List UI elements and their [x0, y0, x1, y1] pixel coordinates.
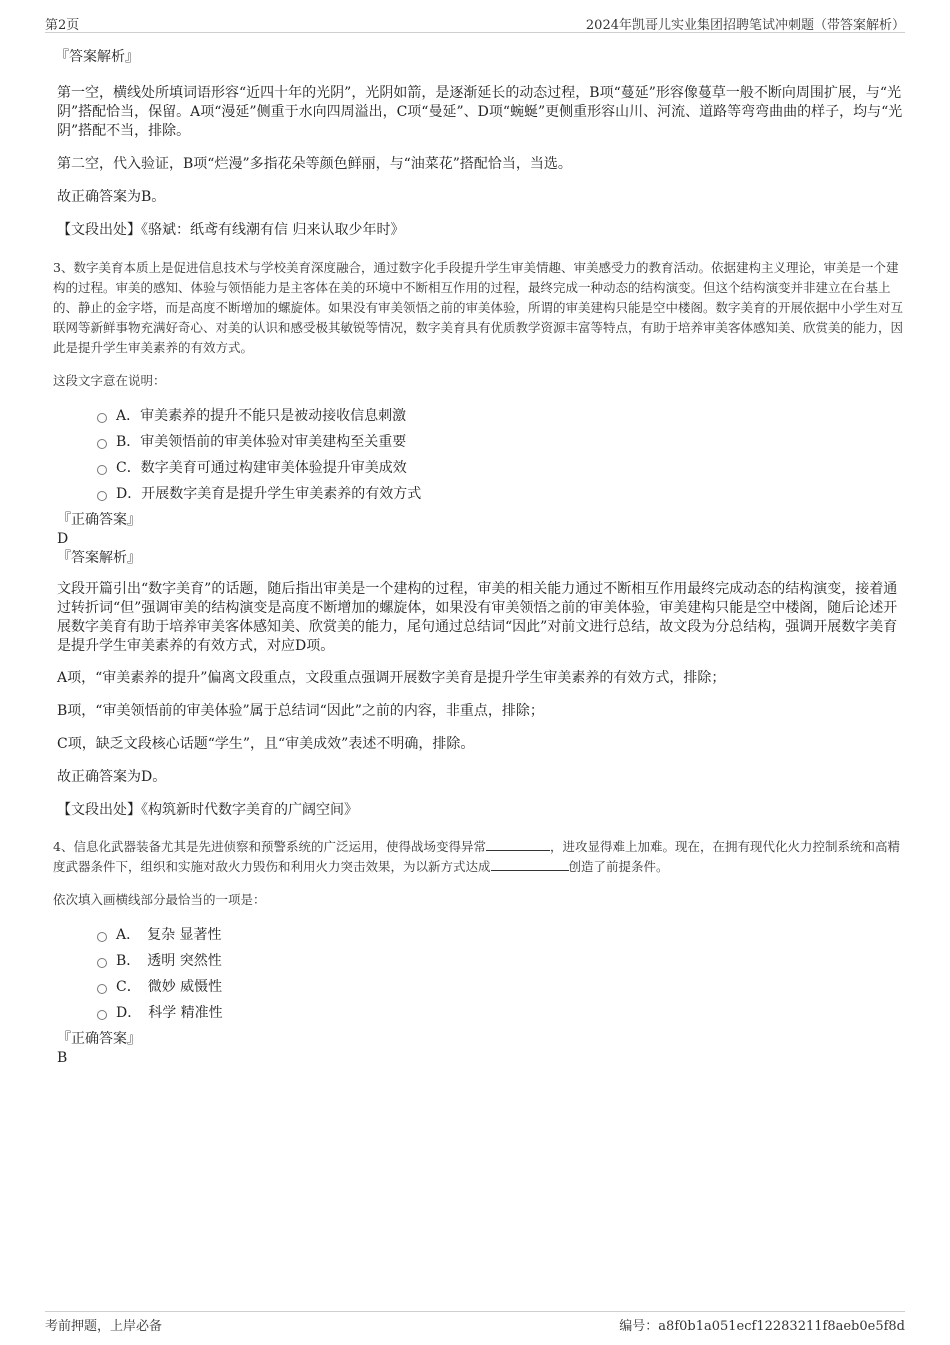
q2-analysis-para1: 第一空，横线处所填词语形容“近四十年的光阴”，光阴如箭，是逐渐延长的动态过程，B项“蔓延”形容像蔓草一般不断向周围扩展，与“光阴”搭配恰当，保留。A项“漫延”侧重于水向四周溢出，C项“曼延”、D项“蜿蜒”更侧重形容山川、河流、道路等弯弯曲曲的样子，均与“光阴”搭配不当，排除。 — [57, 85, 903, 139]
q4-stem-part1: 4、信息化武器装备尤其是先进侦察和预警系统的广泛运用，使得战场变得异常 — [53, 839, 486, 854]
q3-source: 【文段出处】《构筑新时代数字美育的广阔空间》 — [57, 802, 358, 818]
radio-icon[interactable] — [97, 958, 107, 968]
radio-icon[interactable] — [97, 465, 107, 475]
q3-analysis-para4: C项，缺乏文段核心话题“学生”，且“审美成效”表述不明确，排除。 — [57, 736, 475, 752]
q4-option-c[interactable] — [57, 974, 905, 1000]
radio-icon[interactable] — [97, 439, 107, 449]
q3-option-a[interactable] — [57, 403, 905, 429]
q2-conclusion: 故正确答案为B。 — [57, 189, 166, 205]
radio-icon[interactable] — [97, 491, 107, 501]
page-footer — [45, 1311, 905, 1334]
footer-slogan: 考前押题，上岸必备 — [45, 1319, 163, 1334]
q3-option-d[interactable] — [57, 481, 905, 507]
q3-options — [57, 403, 905, 507]
blank-2 — [491, 858, 569, 871]
option-label: C． 微妙 威慑性 — [116, 979, 223, 995]
radio-icon[interactable] — [97, 1010, 107, 1020]
q3-analysis-para1: 文段开篇引出“数字美育”的话题，随后指出审美是一个建构的过程，审美的相关能力通过不断相互作用最终完成动态的结构演变，接着通过转折词“但”强调审美的结构演变是高度不断增加的螺旋体，如果没有审美领悟之前的审美体验，审美建构只能是空中楼阁，随后论述开展数字美育有助于培养审美客体感知美、欣赏美的能力，尾句通过总结词“因此”对前文进行总结，故文段为分总结构，强调开展数字美育是提升学生审美素养的有效方式，对应D项。 — [57, 581, 898, 654]
option-label: C．数字美育可通过构建审美体验提升审美成效 — [116, 460, 407, 476]
q4-stem — [53, 837, 905, 877]
document-id: 编号：a8f0b1a051ecf12283211f8aeb0e5f8d — [619, 1319, 905, 1334]
q3-answer: D — [57, 531, 69, 547]
q3-prompt: 这段文字意在说明： — [53, 373, 166, 388]
q3-option-b[interactable] — [57, 429, 905, 455]
q3-conclusion: 故正确答案为D。 — [57, 769, 167, 785]
q3-answer-label: 『正确答案』 — [57, 512, 141, 528]
option-label: B．审美领悟前的审美体验对审美建构至关重要 — [116, 434, 407, 450]
option-label: D．开展数字美育是提升学生审美素养的有效方式 — [116, 486, 422, 502]
option-label: D． 科学 精准性 — [116, 1005, 223, 1021]
option-label: A． 复杂 显著性 — [116, 927, 222, 943]
q4-option-b[interactable] — [57, 948, 905, 974]
q3-analysis-para2: A项，“审美素养的提升”偏离文段重点，文段重点强调开展数字美育是提升学生审美素养的有效方式，排除； — [57, 670, 726, 686]
page-number: 第2页 — [45, 18, 80, 33]
q4-option-d[interactable] — [57, 1000, 905, 1026]
q4-prompt: 依次填入画横线部分最恰当的一项是： — [53, 892, 266, 907]
q3-stem: 3、数字美育本质上是促进信息技术与学校美育深度融合，通过数字化手段提升学生审美情趣、审美感受力的教育活动。依据建构主义理论，审美是一个建构的过程。审美的感知、体验与领悟能力是主客体在美的环境中不断相互作用的过程，最终完成一种动态的结构演变。但这个结构演变并非建立在台基上的、静止的金字塔，而是高度不断增加的螺旋体。如果没有审美领悟之前的审美体验，所谓的审美建构只能是空中楼阁。数字美育的开展依据中小学生对互联网等新鲜事物充满好奇心、对美的认识和感受极其敏锐等情况，数字美育具有优质教学资源丰富等特点，有助于培养审美客体感知美、欣赏美的能力，因此是提升学生审美素养的有效方式。 — [53, 260, 904, 355]
radio-icon[interactable] — [97, 932, 107, 942]
radio-icon[interactable] — [97, 413, 107, 423]
q3-analysis-label: 『答案解析』 — [57, 550, 141, 566]
q4-option-a[interactable] — [57, 922, 905, 948]
option-label: B． 透明 突然性 — [116, 953, 222, 969]
q2-analysis-para2: 第二空，代入验证，B项“烂漫”多指花朵等颜色鲜丽，与“油菜花”搭配恰当，当选。 — [57, 156, 572, 172]
blank-1 — [486, 838, 550, 851]
q2-source: 【文段出处】《骆斌：纸鸢有线潮有信 归来认取少年时》 — [57, 222, 405, 238]
q4-stem-part3: 创造了前提条件。 — [568, 859, 669, 874]
document-body — [53, 44, 905, 1068]
q4-options — [57, 922, 905, 1026]
option-label: A．审美素养的提升不能只是被动接收信息刺激 — [116, 408, 407, 424]
q4-answer: B — [57, 1050, 68, 1066]
page-header — [45, 12, 905, 33]
document-title: 2024年凯哥儿实业集团招聘笔试冲刺题（带答案解析） — [585, 18, 905, 33]
q3-analysis-para3: B项，“审美领悟前的审美体验”属于总结词“因此”之前的内容，非重点，排除； — [57, 703, 544, 719]
q3-option-c[interactable] — [57, 455, 905, 481]
q4-stem-part2: ，进攻显得难上加难。现在，在拥有现代化火力控制系统和高精度武器条件下，组织和实施对敌火力毁伤和利用火力突击效果，为以新方式达成 — [53, 839, 900, 874]
q4-answer-label: 『正确答案』 — [57, 1031, 141, 1047]
radio-icon[interactable] — [97, 984, 107, 994]
q2-analysis-label: 『答案解析』 — [55, 49, 139, 65]
